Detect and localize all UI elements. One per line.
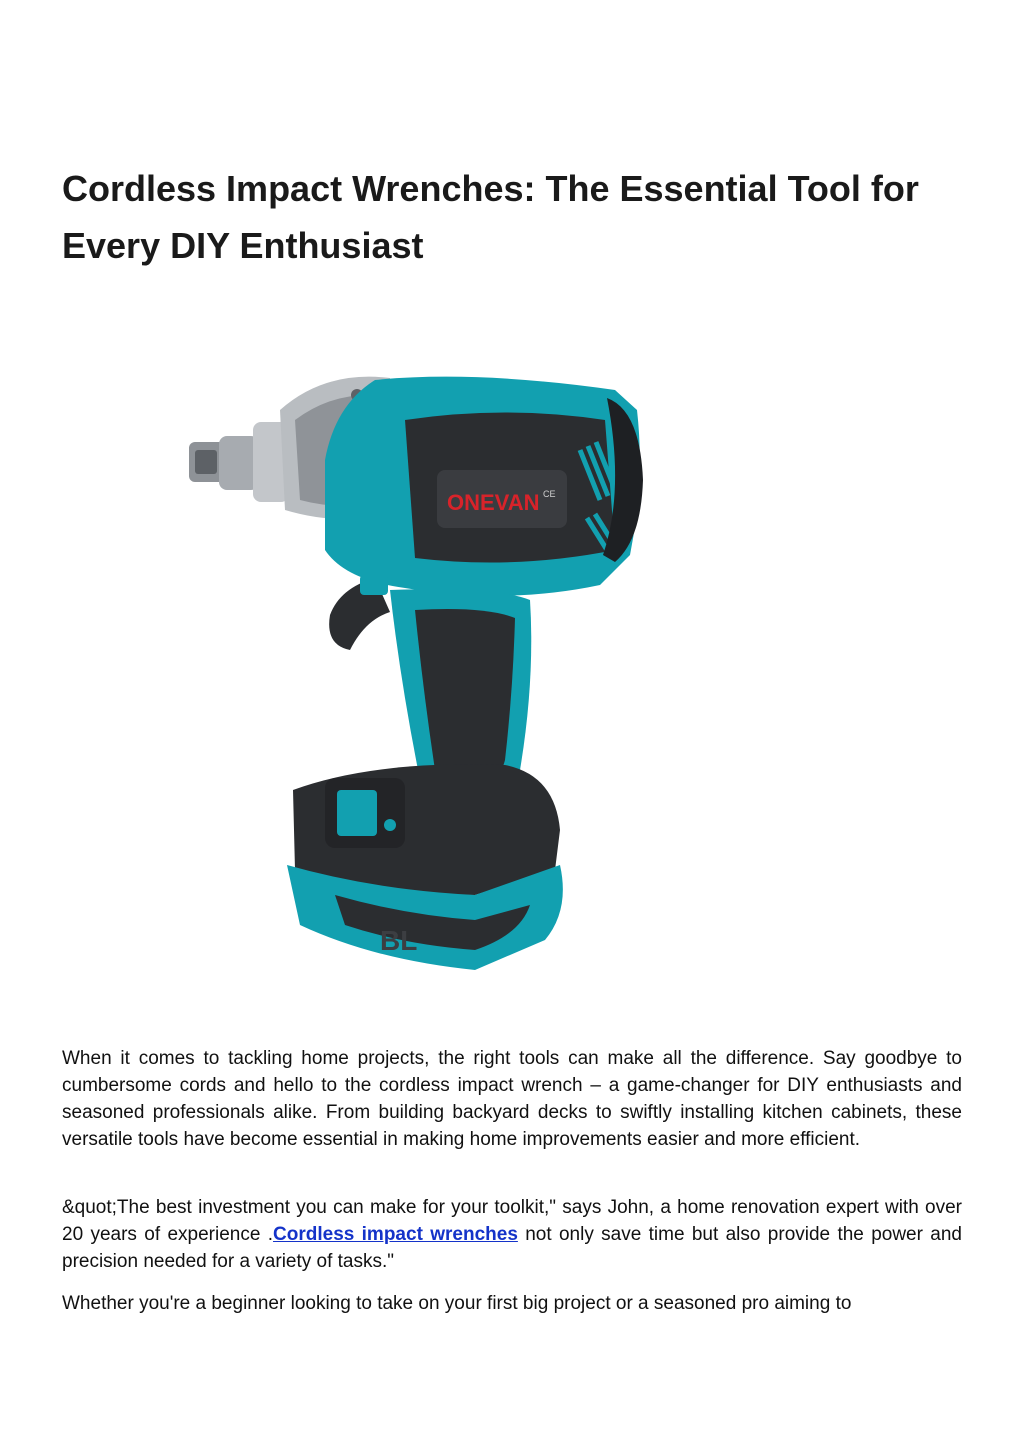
intro-paragraph: When it comes to tackling home projects, the right tools can make all the difference. Say goodbye to cumbersome cords and hello to the cordless impact wrench – a game-changer for DIY enthusiasts and seasoned professionals alike. From building backyard decks to swiftly installing kitchen cabinets, these versatile tools have become essential in making home improvements easier and more efficient. bbox=[62, 1048, 962, 1150]
quote-text-end: not only save time but also provide the power and precision needed for a variety of tasks." bbox=[62, 1224, 962, 1272]
quote-paragraph bbox=[62, 1194, 962, 1275]
quote-text-start: &quot;The best investment you can make for your toolkit," says John, a home renovation expert with over 20 years of experience . bbox=[62, 1197, 962, 1245]
trigger bbox=[329, 575, 390, 650]
brand-label: ONEVAN bbox=[447, 490, 540, 515]
motor-housing bbox=[325, 377, 643, 596]
page-title: Cordless Impact Wrenches: The Essential Tool for Every DIY Enthusiast bbox=[62, 168, 919, 266]
cordless-impact-wrenches-link[interactable]: Cordless impact wrenches bbox=[273, 1224, 518, 1245]
closing-paragraph: Whether you're a beginner looking to take on your first big project or a seasoned pro aiming to bbox=[62, 1293, 852, 1314]
anvil-drive bbox=[189, 422, 289, 502]
battery-label: BL bbox=[380, 925, 418, 956]
impact-wrench-image bbox=[175, 350, 655, 990]
ce-mark: CE bbox=[543, 489, 556, 499]
battery-base bbox=[287, 764, 563, 970]
